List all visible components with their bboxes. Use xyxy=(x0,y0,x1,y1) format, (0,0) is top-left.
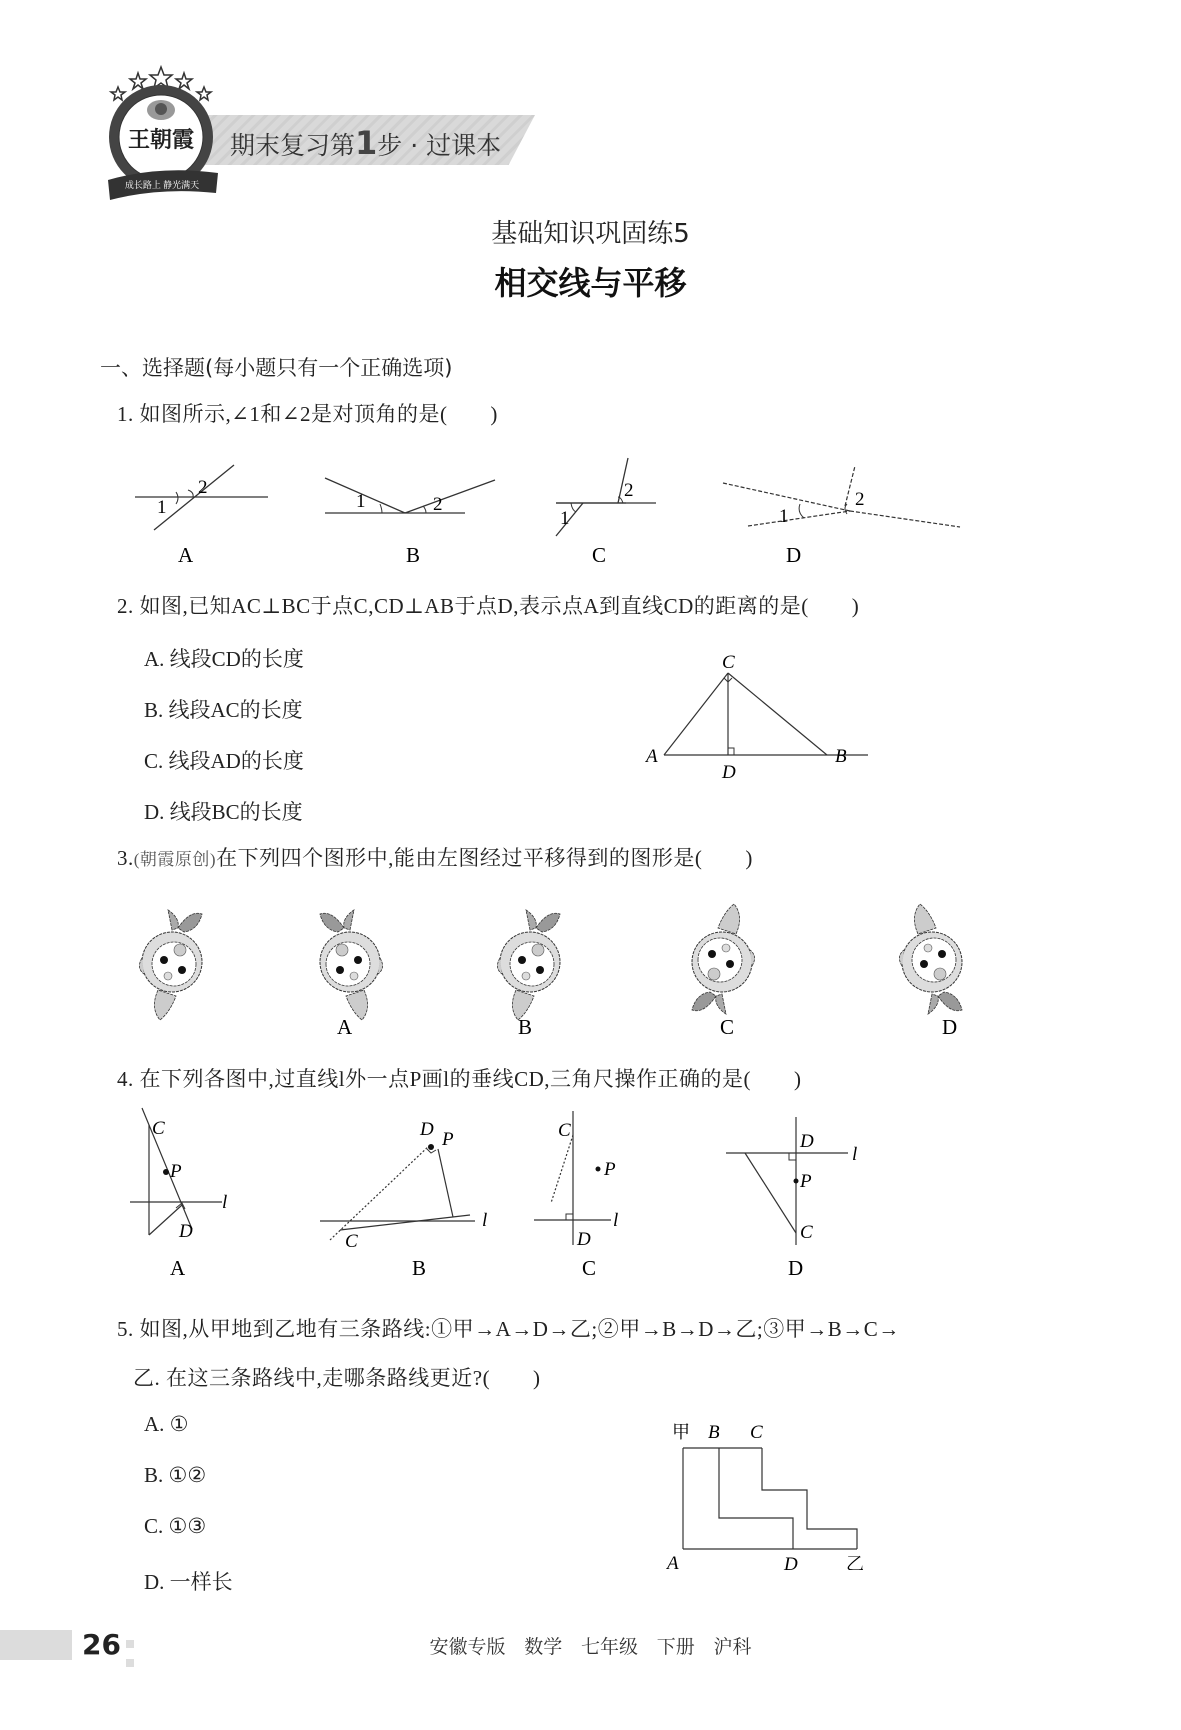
svg-text:B: B xyxy=(412,1256,427,1280)
svg-text:C: C xyxy=(582,1256,597,1280)
q4-figure-b xyxy=(320,1119,487,1280)
svg-text:A: A xyxy=(178,543,194,567)
question-2-option-a[interactable]: A. 线段CD的长度 xyxy=(144,647,304,671)
svg-text:王朝霞: 王朝霞 xyxy=(127,127,195,152)
star-icon xyxy=(197,87,211,100)
svg-text:D: D xyxy=(788,1256,804,1280)
question-2-option-d[interactable]: D. 线段BC的长度 xyxy=(144,800,303,824)
question-5-route-figure xyxy=(660,1410,890,1570)
svg-text:乙: 乙 xyxy=(846,1554,864,1570)
svg-text:D: D xyxy=(420,1119,434,1140)
question-5-text-line1: 5. 如图,从甲地到乙地有三条路线:①甲→A→D→乙;②甲→B→D→乙;③甲→B→C→ xyxy=(117,1317,900,1341)
question-1-figures xyxy=(120,440,980,570)
footer-book-info: 安徽专版 数学 七年级 下册 沪科 xyxy=(429,1637,752,1658)
svg-text:1: 1 xyxy=(157,497,167,518)
svg-text:C: C xyxy=(750,1422,763,1443)
q1-figure-b xyxy=(325,478,495,567)
question-5-option-c[interactable]: C. ①③ xyxy=(144,1514,207,1538)
svg-text:甲: 甲 xyxy=(672,1422,690,1442)
svg-text:A: A xyxy=(337,1015,353,1039)
svg-text:C: C xyxy=(558,1120,571,1141)
svg-text:C: C xyxy=(345,1231,358,1252)
svg-text:P: P xyxy=(170,1161,182,1182)
svg-text:D: D xyxy=(942,1015,958,1039)
q4-figure-a xyxy=(130,1108,227,1280)
publisher-logo xyxy=(100,65,222,205)
q4-figure-c xyxy=(534,1111,618,1280)
question-5-option-b[interactable]: B. ①② xyxy=(144,1463,207,1487)
q3-figure-b xyxy=(497,910,560,1020)
q1-figure-d xyxy=(723,466,960,567)
question-2-triangle-figure xyxy=(640,640,870,780)
q3-figure-d xyxy=(899,904,962,1014)
question-3-text: 3.(朝霞原创)在下列四个图形中,能由左图经过平移得到的图形是( ) xyxy=(117,846,753,870)
section-heading: 一、选择题(每小题只有一个正确选项) xyxy=(100,356,453,380)
svg-text:A: A xyxy=(170,1256,186,1280)
svg-text:1: 1 xyxy=(356,491,366,512)
q1-figure-c xyxy=(556,458,656,567)
svg-text:B: B xyxy=(708,1422,720,1443)
svg-text:l: l xyxy=(222,1192,228,1213)
svg-text:l: l xyxy=(852,1144,858,1165)
svg-text:C: C xyxy=(800,1222,813,1243)
question-4-text: 4. 在下列各图中,过直线l外一点P画l的垂线CD,三角尺操作正确的是( ) xyxy=(117,1067,802,1091)
q4-figure-d xyxy=(726,1117,857,1280)
q3-figure-c xyxy=(692,904,755,1014)
svg-text:1: 1 xyxy=(779,506,789,527)
svg-text:C: C xyxy=(152,1118,165,1139)
svg-text:成长路上 静光满天: 成长路上 静光满天 xyxy=(124,180,200,190)
question-2-option-c[interactable]: C. 线段AD的长度 xyxy=(144,749,304,773)
star-icon xyxy=(176,73,192,89)
question-4-figures xyxy=(130,1105,990,1280)
question-2-option-b[interactable]: B. 线段AC的长度 xyxy=(144,698,303,722)
star-icon xyxy=(150,67,172,88)
svg-text:D: D xyxy=(722,762,736,780)
question-2-text: 2. 如图,已知AC⊥BC于点C,CD⊥AB于点D,表示点A到直线CD的距离的是( ) xyxy=(117,594,860,618)
svg-text:A: A xyxy=(646,746,658,767)
svg-text:2: 2 xyxy=(198,477,208,498)
svg-text:2: 2 xyxy=(624,480,634,501)
svg-text:D: D xyxy=(786,543,802,567)
svg-text:C: C xyxy=(592,543,607,567)
page-number: 26 xyxy=(72,1628,132,1662)
q3-original-figure xyxy=(139,910,202,1020)
svg-text:A: A xyxy=(667,1553,679,1570)
star-icon xyxy=(130,73,146,89)
svg-text:C: C xyxy=(720,1015,735,1039)
svg-text:l: l xyxy=(613,1210,619,1231)
svg-text:P: P xyxy=(442,1129,454,1150)
svg-text:D: D xyxy=(800,1131,814,1152)
svg-text:l: l xyxy=(482,1210,488,1231)
svg-text:B: B xyxy=(518,1015,533,1039)
exercise-title: 基础知识巩固练5 xyxy=(491,219,690,249)
svg-text:C: C xyxy=(722,652,735,673)
lesson-title: 相交线与平移 xyxy=(494,264,687,302)
svg-text:D: D xyxy=(179,1221,193,1242)
svg-text:2: 2 xyxy=(855,489,865,510)
question-5-text-line2: 乙. 在这三条路线中,走哪条路线更近?( ) xyxy=(133,1366,541,1390)
header-banner-text: 期末复习第1步 · 过课本 xyxy=(230,124,502,162)
question-5-option-a[interactable]: A. ① xyxy=(144,1412,189,1436)
question-1-text: 1. 如图所示,∠1和∠2是对顶角的是( ) xyxy=(117,402,498,426)
question-5-option-d[interactable]: D. 一样长 xyxy=(144,1570,233,1594)
svg-text:B: B xyxy=(406,543,421,567)
svg-text:D: D xyxy=(577,1229,591,1250)
svg-text:D: D xyxy=(784,1554,798,1570)
question-3-figures xyxy=(130,890,1080,1040)
svg-text:P: P xyxy=(800,1171,812,1192)
svg-text:P: P xyxy=(604,1159,616,1180)
svg-text:B: B xyxy=(835,746,847,767)
svg-text:1: 1 xyxy=(560,508,570,529)
svg-text:2: 2 xyxy=(433,494,443,515)
star-icon xyxy=(111,87,125,100)
q3-figure-a xyxy=(320,910,383,1020)
q1-figure-a xyxy=(135,465,268,567)
